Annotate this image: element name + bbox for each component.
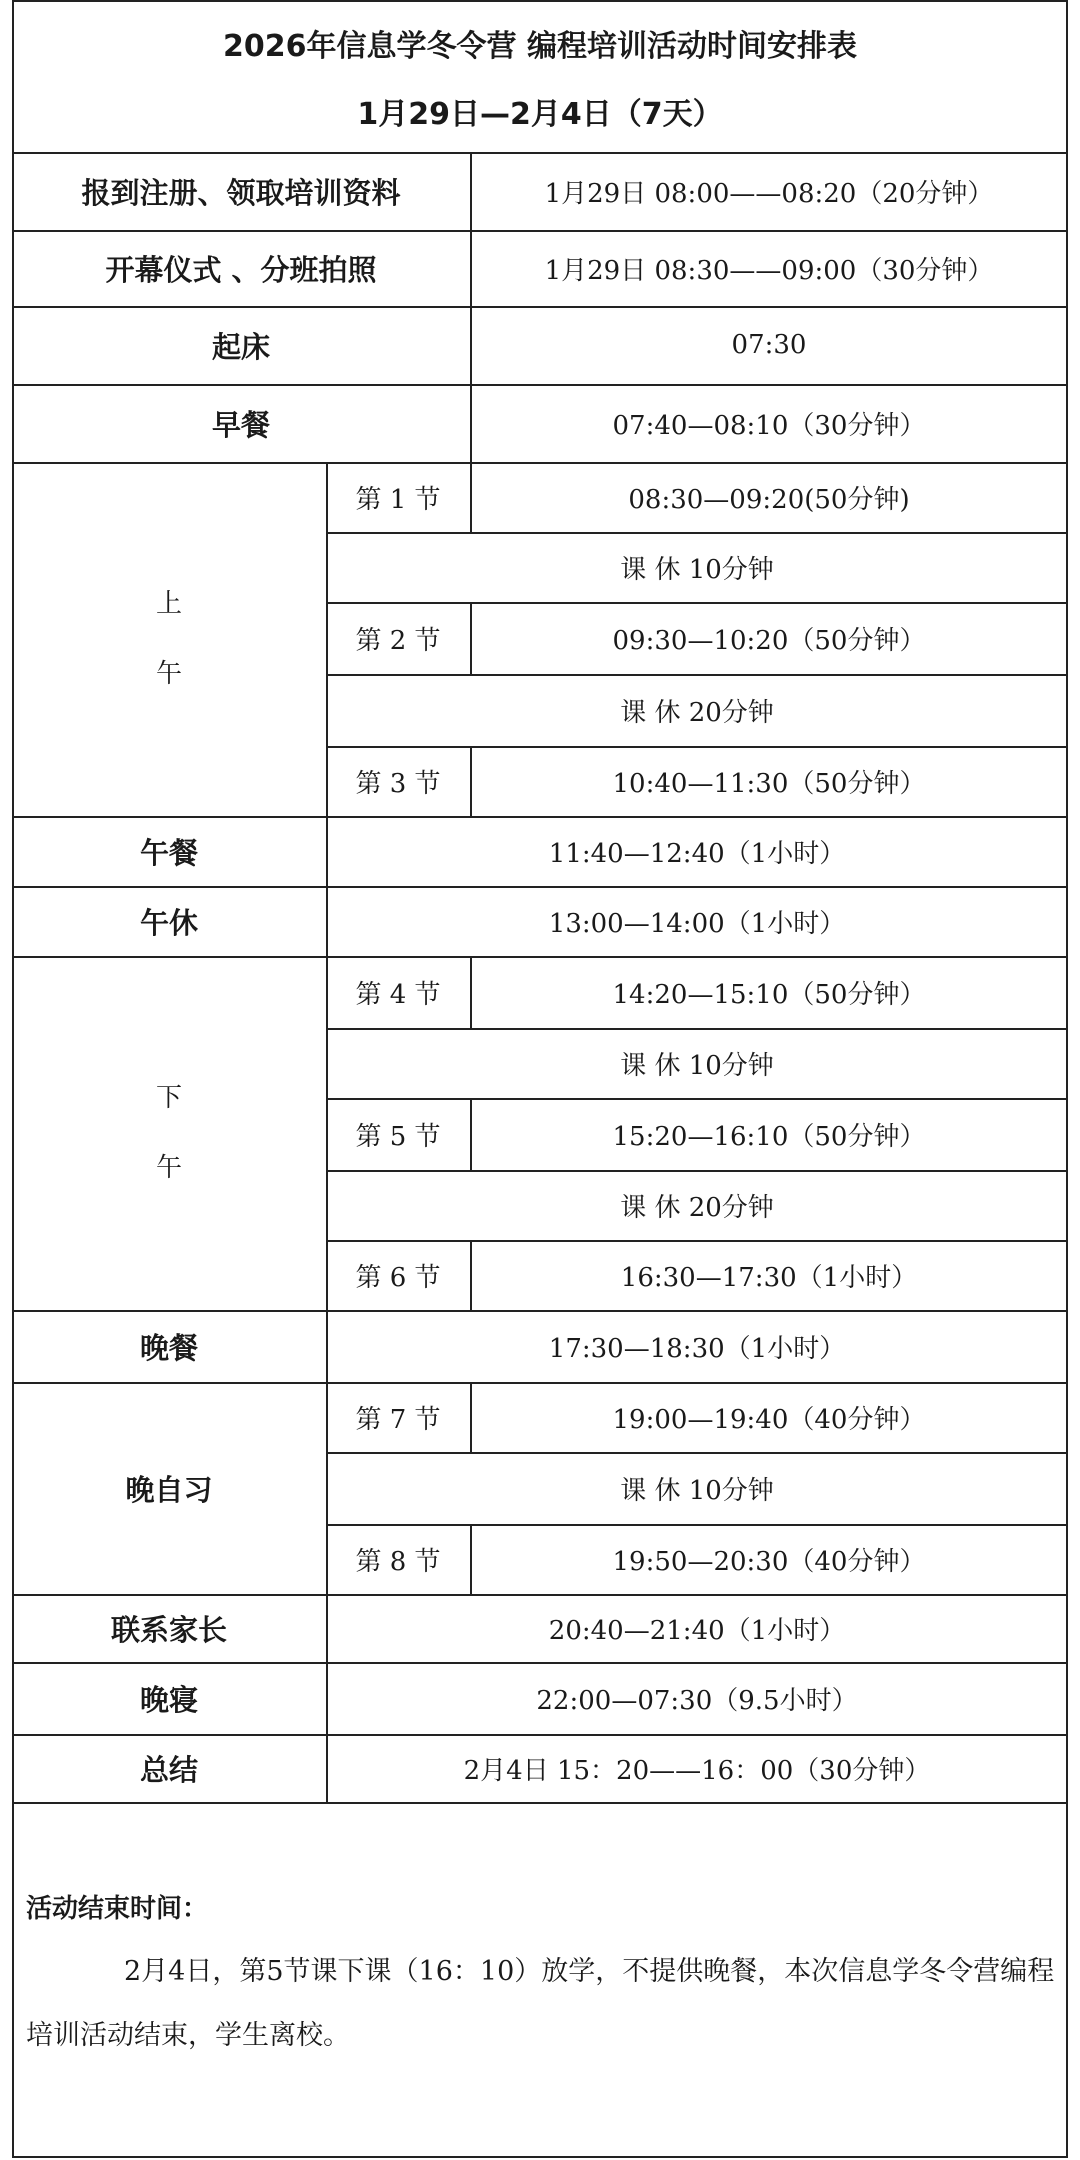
evening-study-label: 晚自习 bbox=[125, 1472, 213, 1507]
register-time: 1月29日 08:00——08:20（20分钟） bbox=[544, 178, 994, 209]
afternoon-label-top: 下 bbox=[155, 1083, 182, 1113]
session-time: 19:50—20:30（40分钟） bbox=[612, 1546, 926, 1577]
break-row: 课 休 10分钟 bbox=[620, 1050, 774, 1081]
session-label: 第 4 节 bbox=[355, 979, 441, 1010]
lunch-label: 午餐 bbox=[139, 835, 198, 870]
lunch-time: 11:40—12:40（1小时） bbox=[548, 838, 846, 869]
session-label: 第 7 节 bbox=[355, 1404, 441, 1435]
session-label: 第 2 节 bbox=[355, 625, 441, 656]
dinner-label: 晚餐 bbox=[139, 1330, 198, 1365]
breakfast-label: 早餐 bbox=[211, 407, 270, 442]
session-time: 10:40—11:30（50分钟） bbox=[612, 768, 926, 799]
schedule-table bbox=[12, 0, 1068, 2158]
end-time-note: 2月4日，第5节课下课（16：10）放学，不提供晚餐，本次信息学冬令营编程培训活动结束，学生离校。 bbox=[26, 1956, 1055, 2051]
breakfast-time: 07:40—08:10（30分钟） bbox=[612, 410, 926, 441]
dinner-time: 17:30—18:30（1小时） bbox=[548, 1333, 846, 1364]
session-label: 第 5 节 bbox=[355, 1121, 441, 1152]
rule bbox=[12, 0, 1068, 2]
end-time-heading: 活动结束时间： bbox=[26, 1894, 209, 1924]
morning-label-bottom: 午 bbox=[155, 659, 182, 689]
page-title: 2026年信息学冬令营 编程培训活动时间安排表 bbox=[223, 29, 857, 64]
summary-time: 2月4日 15：20——16：00（30分钟） bbox=[463, 1755, 931, 1786]
session-time: 08:30—09:20(50分钟) bbox=[628, 484, 910, 515]
break-row: 课 休 10分钟 bbox=[620, 554, 774, 585]
session-label: 第 6 节 bbox=[355, 1262, 441, 1293]
opening-time: 1月29日 08:30——09:00（30分钟） bbox=[544, 255, 994, 286]
break-row: 课 休 20分钟 bbox=[620, 1192, 774, 1223]
morning-label-top: 上 bbox=[155, 589, 182, 619]
summary-label: 总结 bbox=[139, 1752, 198, 1787]
nap-time: 13:00—14:00（1小时） bbox=[548, 908, 846, 939]
parents-label: 联系家长 bbox=[110, 1612, 227, 1647]
session-time: 09:30—10:20（50分钟） bbox=[612, 625, 926, 656]
wake-time: 07:30 bbox=[731, 330, 807, 360]
break-row: 课 休 20分钟 bbox=[620, 697, 774, 728]
wake-label: 起床 bbox=[211, 329, 270, 364]
session-label: 第 3 节 bbox=[355, 768, 441, 799]
afternoon-label-bottom: 午 bbox=[155, 1153, 182, 1183]
session-label: 第 8 节 bbox=[355, 1546, 441, 1577]
session-time: 16:30—17:30（1小时） bbox=[620, 1262, 918, 1293]
session-time: 15:20—16:10（50分钟） bbox=[612, 1121, 926, 1152]
rule bbox=[12, 1802, 1068, 1804]
sleep-label: 晚寝 bbox=[139, 1682, 198, 1717]
register-label: 报到注册、领取培训资料 bbox=[81, 175, 401, 210]
rule bbox=[12, 2156, 1068, 2158]
sleep-time: 22:00—07:30（9.5小时） bbox=[536, 1685, 858, 1716]
session-time: 14:20—15:10（50分钟） bbox=[612, 979, 926, 1010]
morning-label bbox=[12, 462, 326, 816]
break-row: 课 休 10分钟 bbox=[620, 1475, 774, 1506]
parents-time: 20:40—21:40（1小时） bbox=[548, 1615, 846, 1646]
session-label: 第 1 节 bbox=[355, 484, 441, 515]
nap-label: 午休 bbox=[139, 905, 198, 940]
session-time: 19:00—19:40（40分钟） bbox=[612, 1404, 926, 1435]
afternoon-label bbox=[12, 956, 326, 1310]
opening-label: 开幕仪式 、分班拍照 bbox=[105, 252, 377, 287]
page-subtitle: 1月29日—2月4日（7天） bbox=[357, 97, 723, 132]
